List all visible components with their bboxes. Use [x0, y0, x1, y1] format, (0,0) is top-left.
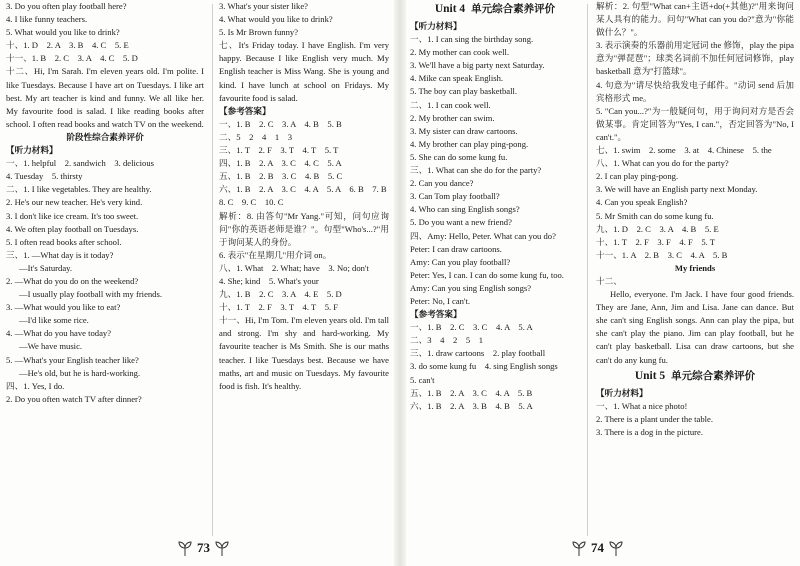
col1-line: 5. I often read books after school.	[6, 236, 122, 247]
col1-line: 3. Do you often play football here?	[6, 1, 127, 11]
col1-line: 4. Tuesday 5. thirsty	[6, 171, 83, 182]
col2-line: 【参考答案】	[219, 105, 271, 116]
unit-5-heading: Unit 5 单元综合素养评价	[634, 369, 756, 382]
page-number-left: 73	[178, 540, 229, 556]
column-divider	[212, 4, 213, 536]
col1-line: 十、1. D 2. A 3. B 4. C 5. E	[6, 40, 129, 51]
col2-line: 4. She; kind 5. What's your	[219, 275, 319, 286]
column-3	[410, 0, 580, 538]
col1-line: 3. I don't like ice cream. It's too sweet.	[6, 210, 139, 221]
col1-line: 2. He's our new teacher. He's very kind.	[6, 197, 143, 208]
col3-line: 3. We'll have a big party next Saturday.	[410, 60, 545, 71]
col3-line: 二、3 4 2 5 1	[410, 335, 484, 346]
col2-line: 二、5 2 4 1 3	[219, 131, 293, 142]
col4-line: My friends	[674, 262, 716, 273]
col1-line: 十二、Hi, I'm Sarah. I'm eleven years old. I'm polite. I like Tuesdays. Because I have art on Tuesdays. I like art best. My art teacher is kind and funny. We all like her. My favourite food is salad. I like reading books after school. I often read books and watch TV on the weekend.	[6, 66, 204, 129]
col3-line: 3. Can Tom play football?	[410, 191, 500, 202]
col4-line: 十、1. T 2. F 3. F 4. F 5. T	[596, 236, 716, 247]
unit-4-heading: Unit 4 单元综合素养评价	[434, 3, 556, 15]
col1-line: —It's Saturday.	[19, 262, 73, 273]
col2-line: 5. Is Mr Brown funny?	[219, 27, 299, 38]
col3-line: 五、1. B 2. A 3. C 4. A 5. B	[410, 387, 533, 398]
col2-line: 4. What would you like to drink?	[219, 14, 333, 25]
col2-line: 九、1. B 2. C 3. A 4. E 5. D	[219, 289, 342, 300]
col3-line: 一、1. B 2. C 3. C 4. A 5. A	[410, 322, 533, 333]
col2-line: 三、1. T 2. F 3. T 4. T 5. T	[219, 145, 339, 156]
col4_tail-line: 3. There is a dog in the picture.	[596, 426, 703, 437]
col4-line: 3. 表示演奏的乐器前用定冠词 the 修饰，play the pipa 意为"弹琵琶"；球类名词前不加任何冠词修饰，play basketball 意为"打篮球"。	[596, 40, 794, 77]
col1-line: 阶段性综合素养评价	[66, 131, 144, 142]
col1-line: 5. —What's your English teacher like?	[6, 354, 139, 365]
col1-line: —We have music.	[19, 341, 83, 352]
col1-line: 3. —What would you like to eat?	[6, 302, 121, 313]
col4_tail-line: 【听力材料】	[596, 387, 648, 398]
col3-line: 【参考答案】	[410, 309, 462, 320]
col4-line: 4. Can you speak English?	[596, 197, 688, 208]
col3-line: 【听力材料】	[410, 21, 462, 31]
col3-line: 4. Who can sing English songs?	[410, 204, 520, 215]
leaf-ornament-icon	[609, 540, 623, 556]
col1-line: 2. Do you often watch TV after dinner?	[6, 393, 142, 404]
col2-line: 七、It's Friday today. I have English. I'm very happy. Because I like English very much. My English teacher is Miss Wang. She is young and kind. I have lunch at school on Fridays. My favourite food is salad.	[219, 40, 389, 103]
col2-line: 3. What's your sister like?	[219, 1, 308, 11]
col4-line: 十一、1. A 2. B 3. C 4. A 5. B	[596, 249, 728, 260]
col3-line: 5. She can do some kung fu.	[410, 151, 508, 162]
column-1	[6, 0, 204, 538]
col2-line: 十一、Hi, I'm Tom. I'm eleven years old. I'm tall and strong. I'm shy and hard-working. My favourite teacher is Ms Smith. She is our maths teacher. I like Tuesdays best. Because we have maths, art and music on Tuesdays. My favourite food is fish. It's healthy.	[219, 315, 389, 391]
column-4	[596, 0, 794, 538]
col2-line: 6. 表示"在星期几"用介词 on。	[219, 249, 332, 260]
col1-line: 四、1. Yes, I do.	[6, 380, 65, 391]
col1-line: 【听力材料】	[6, 145, 58, 156]
col3-line: 三、1. draw cartoons 2. play football	[410, 348, 546, 359]
col1-line: 5. What would you like to drink?	[6, 27, 120, 38]
col3-line: 2. Can you dance?	[410, 178, 474, 189]
leaf-ornament-icon	[572, 540, 586, 556]
col1-line: 4. —What do you have today?	[6, 328, 112, 339]
col3-line: 4. Mike can speak English.	[410, 73, 504, 84]
col2-line: 一、1. B 2. C 3. A 4. B 5. B	[219, 118, 342, 129]
col4-line: 七、1. swim 2. some 3. at 4. Chinese 5. the	[596, 145, 772, 156]
col2-line: 八、1. What 2. What; have 3. No; don't	[219, 262, 369, 273]
col4-line: 5. "Can you...?"为一般疑问句，用于询问对方是否会做某事。肯定回答为"Yes, I can."，否定回答为"No, I can't."。	[596, 105, 794, 142]
col4-line: Hello, everyone. I'm Jack. I have four good friends. They are Jane, Ann, Jim and Lisa. Jane can dance. But she can't sing English songs. Ann can play the pipa, but she can't play the piano. Jim can play football, but he can't play basketball. Lisa can draw cartoons, but she can't do any kung fu.	[596, 289, 794, 365]
col4-line: 九、1. D 2. C 3. A 4. B 5. E	[596, 223, 719, 234]
col3-line: Peter: Yes, I can. I can do some kung fu, too.	[410, 269, 564, 280]
col3-line: Peter: No, I can't.	[410, 295, 471, 306]
col1-line: 二、1. I like vegetables. They are healthy.	[6, 184, 152, 195]
col3-line: 5. The boy can play basketball.	[410, 86, 517, 97]
col3-line: 5. can't	[410, 374, 435, 385]
col2-line: 四、1. B 2. A 3. C 4. C 5. A	[219, 158, 342, 169]
col3-line: Amy: Can you sing English songs?	[410, 282, 532, 293]
col3-line: 5. Do you want a new friend?	[410, 217, 512, 228]
col3-line: 3. do some kung fu 4. sing English songs	[410, 361, 558, 372]
col1-line: 一、1. helpful 2. sandwich 3. delicious	[6, 158, 154, 169]
col3-line: 一、1. I can sing the birthday song.	[410, 34, 534, 45]
col4-line: 5. Mr Smith can do some kung fu.	[596, 210, 714, 221]
page-number-right: 74	[572, 540, 623, 556]
col3-line: 四、Amy: Hello, Peter. What can you do?	[410, 230, 556, 241]
col3-line: Peter: I can draw cartoons.	[410, 243, 502, 254]
col4_tail-line: 2. There is a plant under the table.	[596, 413, 714, 424]
col3-line: Amy: Can you play football?	[410, 256, 511, 267]
leaf-ornament-icon	[178, 540, 192, 556]
book-gutter	[394, 0, 406, 566]
column-2	[219, 0, 389, 538]
col2-line: 十、1. T 2. F 3. T 4. T 5. F	[219, 302, 339, 313]
col1-line: 三、1. —What day is it today?	[6, 249, 114, 260]
col4-line: 2. I can play ping-pong.	[596, 171, 679, 182]
col3-line: 3. My sister can draw cartoons.	[410, 125, 518, 136]
col3-line: 六、1. B 2. A 3. B 4. B 5. A	[410, 400, 533, 411]
col4-line: 3. We will have an English party next Monday.	[596, 184, 758, 195]
col4_tail-line: 一、1. What a nice photo!	[596, 400, 688, 411]
col3-line: 二、1. I can cook well.	[410, 99, 491, 110]
col1-line: 4. I like funny teachers.	[6, 14, 88, 25]
col4-line: 解析：2. 句型"What can+主语+do(+其他)?"用来询问某人具有的能力。问句"What can you do?"意为"你能做什么？"。	[596, 1, 794, 38]
col2-line: 六、1. B 2. A 3. C 4. A 5. A 6. B 7. B	[219, 184, 387, 195]
col4-line: 4. 句意为"请尽快给我发电子邮件。"动词 send 后加宾格形式 me。	[596, 79, 794, 103]
col4-line: 十二、	[596, 275, 622, 286]
col2-line: 解析：8. 由答句"Mr Yang."可知，问句应询问"你的英语老师是谁？"。句型"Who's...?"用于询问某人的身份。	[219, 210, 389, 247]
leaf-ornament-icon	[215, 540, 229, 556]
col1-line: 4. We often play football on Tuesdays.	[6, 223, 139, 234]
col2-line: 8. C 9. C 10. C	[219, 197, 284, 208]
col4-line: 八、1. What can you do for the party?	[596, 158, 729, 169]
col3-line: 4. My brother can play ping-pong.	[410, 138, 529, 149]
col1-line: —I usually play football with my friends.	[19, 289, 162, 300]
col1-line: 十一、1. B 2. C 3. A 4. C 5. D	[6, 53, 138, 64]
col3-line: 三、1. What can she do for the party?	[410, 165, 542, 176]
column-divider	[587, 4, 588, 536]
col3-line: 2. My mother can cook well.	[410, 47, 510, 58]
col3-line: 2. My brother can swim.	[410, 112, 495, 123]
col1-line: 2. —What do you do on the weekend?	[6, 275, 139, 286]
col1-line: —He's old, but he is hard-working.	[19, 367, 141, 378]
col2-line: 五、1. B 2. B 3. C 4. B 5. C	[219, 171, 343, 182]
col1-line: —I'd like some rice.	[19, 315, 89, 326]
